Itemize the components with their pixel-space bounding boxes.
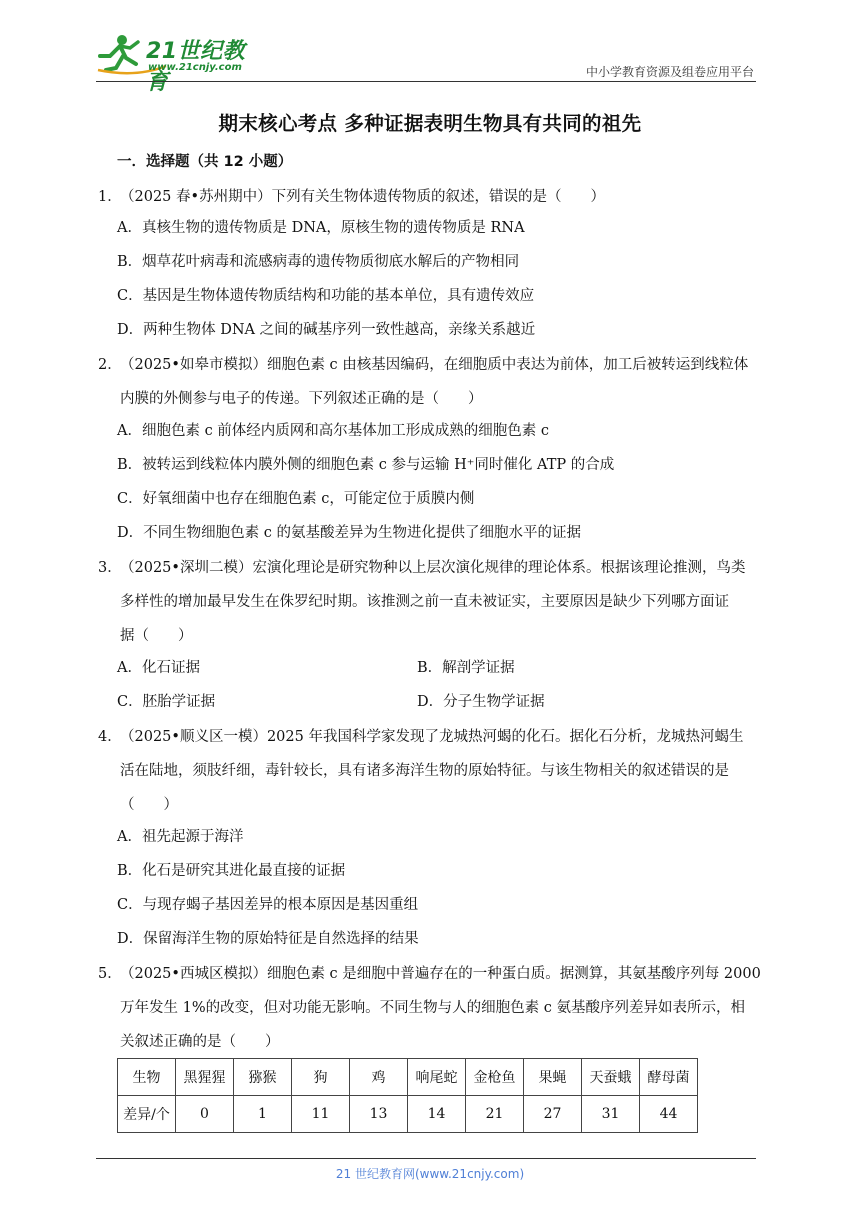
- stem-line: （2025•如皋市模拟）细胞色素 c 由核基因编码，在细胞质中表达为前体，加工后被转运到线粒体: [120, 357, 749, 373]
- question-stem: [120, 957, 763, 1059]
- table-row: [118, 1096, 698, 1133]
- option-a[interactable]: A．真核生物的遗传物质是 DNA，原核生物的遗传物质是 RNA: [117, 220, 525, 236]
- question-1: [98, 180, 763, 214]
- option-d[interactable]: D．两种生物体 DNA 之间的碱基序列一致性越高，亲缘关系越近: [117, 322, 536, 338]
- difference-table: [117, 1058, 698, 1133]
- logo-text: 21世纪教育: [146, 39, 246, 95]
- stem-line: （2025•顺义区一模）2025 年我国科学家发现了龙城热河蝎的化石。据化石分析，龙城热河蝎生: [120, 729, 744, 745]
- question-stem: [120, 180, 763, 214]
- logo-url: www.21cnjy.com: [148, 62, 242, 73]
- option-d[interactable]: D．不同生物细胞色素 c 的氨基酸差异为生物进化提供了细胞水平的证据: [117, 525, 581, 541]
- question-number: 5．: [98, 966, 122, 982]
- option-d[interactable]: D．保留海洋生物的原始特征是自然选择的结果: [117, 931, 419, 947]
- question-2: [98, 348, 763, 416]
- question-stem: [120, 720, 763, 822]
- footer-link[interactable]: 21 世纪教育网(www.21cnjy.com): [335, 1167, 525, 1181]
- table-row: [118, 1059, 698, 1096]
- stem-line: 关叙述正确的是（ ）: [120, 1034, 280, 1050]
- stem-line: （2025 春•苏州期中）下列有关生物体遗传物质的叙述，错误的是（ ）: [120, 189, 606, 205]
- question-stem: [120, 348, 763, 416]
- question-number: 4．: [98, 729, 122, 745]
- stem-line: （2025•西城区模拟）细胞色素 c 是细胞中普遍存在的一种蛋白质。据测算，其氨基酸序列每 2000: [120, 966, 761, 982]
- table-cell: 0: [176, 1096, 234, 1133]
- table-cell: 27: [524, 1096, 582, 1133]
- stem-line: 多样性的增加最早发生在侏罗纪时期。该推测之前一直未被证实，主要原因是缺少下列哪方面证: [120, 594, 729, 610]
- table-cell: 生物: [118, 1059, 176, 1096]
- logo: [96, 30, 266, 95]
- table-cell: 猕猴: [234, 1059, 292, 1096]
- question-5: [98, 957, 763, 1059]
- question-3: [98, 551, 763, 653]
- option-a[interactable]: A．祖先起源于海洋: [117, 829, 244, 845]
- table-cell: 11: [292, 1096, 350, 1133]
- option-b[interactable]: B．化石是研究其进化最直接的证据: [117, 863, 346, 879]
- option-c[interactable]: C．基因是生物体遗传物质结构和功能的基本单位，具有遗传效应: [117, 288, 535, 304]
- table-cell: 44: [640, 1096, 698, 1133]
- option-a[interactable]: A．化石证据: [117, 660, 200, 676]
- option-c[interactable]: C．胚胎学证据: [117, 694, 216, 710]
- page-header: [96, 30, 756, 95]
- table-cell: 黑猩猩: [176, 1059, 234, 1096]
- table-cell: 31: [582, 1096, 640, 1133]
- stem-line: 内膜的外侧参与电子的传递。下列叙述正确的是（ ）: [120, 391, 483, 407]
- table-cell: 鸡: [350, 1059, 408, 1096]
- table-cell: 酵母菌: [640, 1059, 698, 1096]
- platform-name: 中小学教育资源及组卷应用平台: [585, 65, 754, 79]
- stem-line: 万年发生 1%的改变，但对功能无影响。不同生物与人的细胞色素 c 氨基酸序列差异如表所示，相: [120, 1000, 745, 1016]
- option-c[interactable]: C．与现存蝎子基因差异的根本原因是基因重组: [117, 897, 419, 913]
- option-a[interactable]: A．细胞色素 c 前体经内质网和高尔基体加工形成成熟的细胞色素 c: [117, 423, 550, 439]
- stem-line: （2025•深圳二模）宏演化理论是研究物种以上层次演化规律的理论体系。根据该理论推测，鸟类: [120, 560, 746, 576]
- table-cell: 天蚕蛾: [582, 1059, 640, 1096]
- stem-line: 活在陆地，须肢纤细，毒针较长，具有诸多海洋生物的原始特征。与该生物相关的叙述错误的是: [120, 763, 729, 779]
- stem-line: 据（ ）: [120, 628, 193, 644]
- section-heading: 一．选择题（共 12 小题）: [117, 154, 293, 170]
- table-cell: 13: [350, 1096, 408, 1133]
- page-title: 期末核心考点 多种证据表明生物具有共同的祖先: [218, 112, 642, 135]
- table-cell: 21: [466, 1096, 524, 1133]
- question-number: 1．: [98, 189, 122, 205]
- option-d[interactable]: D．分子生物学证据: [417, 694, 545, 710]
- question-number: 3．: [98, 560, 122, 576]
- option-b[interactable]: B．解剖学证据: [417, 660, 515, 676]
- footer-divider: [96, 1158, 756, 1159]
- option-c[interactable]: C．好氧细菌中也存在细胞色素 c，可能定位于质膜内侧: [117, 491, 475, 507]
- table-cell: 14: [408, 1096, 466, 1133]
- table-cell: 差异/个: [118, 1096, 176, 1133]
- table-cell: 果蝇: [524, 1059, 582, 1096]
- stem-line: （ ）: [120, 797, 178, 813]
- table-cell: 1: [234, 1096, 292, 1133]
- option-b[interactable]: B．被转运到线粒体内膜外侧的细胞色素 c 参与运输 H⁺同时催化 ATP 的合成: [117, 457, 615, 473]
- header-divider: [96, 81, 756, 82]
- option-b[interactable]: B．烟草花叶病毒和流感病毒的遗传物质彻底水解后的产物相同: [117, 254, 520, 270]
- table-cell: 狗: [292, 1059, 350, 1096]
- table-cell: 金枪鱼: [466, 1059, 524, 1096]
- question-stem: [120, 551, 763, 653]
- question-number: 2．: [98, 357, 122, 373]
- question-4: [98, 720, 763, 822]
- table-cell: 响尾蛇: [408, 1059, 466, 1096]
